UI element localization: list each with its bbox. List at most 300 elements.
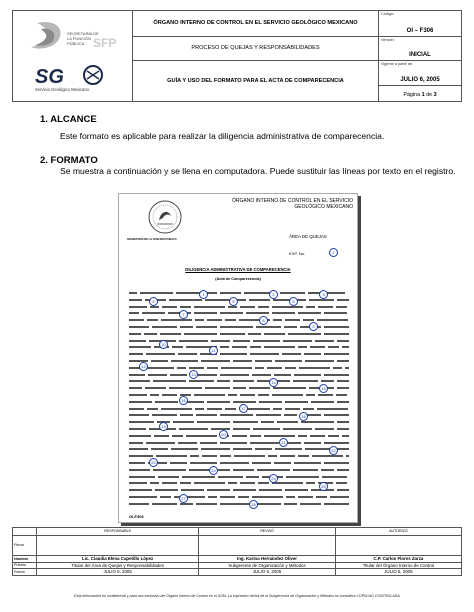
form-text-segment: [336, 482, 347, 484]
form-text-segment: [150, 482, 159, 484]
form-text-segment: [286, 476, 319, 478]
form-text-segment: [298, 455, 309, 457]
form-text-segment: [252, 462, 271, 464]
form-text-segment: [315, 428, 334, 430]
form-text-segment: [176, 292, 201, 294]
form-text-segment: [288, 333, 321, 335]
form-text-line: [129, 352, 351, 359]
form-text-segment: [129, 489, 152, 491]
form-text-segment: [153, 380, 186, 382]
form-text-segment: [317, 408, 348, 410]
form-text-segment: [160, 496, 171, 498]
form-text-segment: [152, 414, 177, 416]
form-text-segment: [161, 408, 192, 410]
form-text-segment: [232, 346, 247, 348]
form-text-segment: [258, 482, 269, 484]
field-marker: 17: [239, 404, 248, 413]
form-text-segment: [274, 462, 291, 464]
form-text-segment: [232, 435, 247, 437]
nombre-label: Nombre: [13, 556, 37, 563]
form-text-segment: [299, 367, 330, 369]
form-text-segment: [207, 401, 230, 403]
form-text-segment: [153, 469, 186, 471]
form-text-segment: [195, 408, 204, 410]
form-text-segment: [293, 469, 318, 471]
puesto-autorizo: Titular del Órgano Interno de Control: [335, 563, 461, 569]
form-text-segment: [298, 435, 307, 437]
form-text-segment: [337, 360, 349, 362]
form-text-segment: [180, 306, 191, 308]
form-text-segment: [178, 442, 197, 444]
firma-row: [13, 536, 462, 556]
form-text-segment: [324, 374, 349, 376]
form-text-segment: [253, 340, 280, 342]
form-text-segment: [129, 469, 150, 471]
form-text-segment: [177, 367, 186, 369]
form-text-segment: [301, 421, 334, 423]
form-text-segment: [264, 346, 295, 348]
form-text-segment: [255, 367, 264, 369]
form-text-line: [129, 291, 351, 298]
form-text-segment: [146, 442, 175, 444]
form-text-segment: [201, 448, 230, 450]
effective-date-label: Vigente a partir de:: [381, 62, 414, 66]
form-text-segment: [324, 333, 349, 335]
code-label: Código:: [381, 12, 395, 16]
form-text-segment: [220, 374, 249, 376]
form-text-segment: [346, 455, 349, 457]
form-text-segment: [252, 496, 283, 498]
form-text-segment: [310, 435, 325, 437]
form-text-segment: [207, 408, 222, 410]
form-text-segment: [220, 462, 249, 464]
header-middle: [133, 11, 379, 101]
field-marker: 18: [299, 412, 308, 421]
form-text-segment: [275, 360, 302, 362]
signature-table: [12, 527, 462, 576]
code-cell: [379, 11, 461, 37]
puesto-label: Puesto: [13, 563, 37, 569]
form-text-segment: [275, 448, 302, 450]
form-text-segment: [207, 489, 230, 491]
form-text-segment: [129, 476, 155, 478]
form-text-segment: [180, 482, 191, 484]
form-text-segment: [129, 333, 141, 335]
form-text-segment: [189, 380, 214, 382]
form-text-segment: [250, 346, 261, 348]
form-text-segment: [337, 299, 349, 301]
form-text-segment: [129, 292, 137, 294]
form-text-segment: [233, 387, 246, 389]
form-text-segment: [324, 312, 347, 314]
form-text-segment: [285, 367, 296, 369]
form-text-segment: [258, 394, 269, 396]
form-text-segment: [337, 340, 349, 342]
form-text-segment: [233, 340, 250, 342]
form-text-segment: [272, 306, 303, 308]
svg-text:Servicio Geológico Mexicano: Servicio Geológico Mexicano: [35, 87, 89, 92]
form-org: ÓRGANO INTERNO DE CONTROL EN EL SERVICIO GEOLÓGICO MEXICANO: [232, 198, 353, 210]
form-text-segment: [259, 401, 282, 403]
field-marker: 11: [209, 346, 218, 355]
form-text-segment: [196, 326, 217, 328]
form-text-segment: [293, 380, 318, 382]
svg-text:SECRETARÍA DE: SECRETARÍA DE: [67, 31, 99, 36]
form-text-segment: [140, 292, 173, 294]
form-text-line: [129, 413, 351, 420]
form-text-segment: [283, 428, 312, 430]
form-text-segment: [255, 448, 272, 450]
form-text-segment: [233, 428, 250, 430]
form-text-segment: [324, 442, 349, 444]
form-text-segment: [220, 353, 247, 355]
form-text-segment: [129, 496, 157, 498]
section-title-formato: 2. FORMATO: [40, 155, 98, 166]
form-text-segment: [310, 346, 325, 348]
form-text-segment: [208, 496, 217, 498]
form-text-segment: [144, 333, 157, 335]
form-text-line: [129, 311, 351, 318]
form-text-segment: [233, 401, 256, 403]
page-number: [379, 92, 461, 98]
form-text-segment: [220, 346, 229, 348]
form-text-segment: [180, 414, 193, 416]
form-text-segment: [145, 387, 166, 389]
form-text-segment: [194, 482, 225, 484]
field-marker: 9: [309, 322, 318, 331]
field-marker: 15: [319, 384, 328, 393]
form-text-segment: [148, 374, 167, 376]
form-text-segment: [298, 496, 313, 498]
logo-cell: [13, 11, 133, 101]
form-text-segment: [298, 312, 321, 314]
puesto-reviso: Subgerente de Organización y Métodos: [199, 563, 335, 569]
form-text-segment: [129, 448, 148, 450]
sgm-logo: [35, 63, 125, 93]
form-text-segment: [284, 326, 297, 328]
form-text-segment: [250, 435, 261, 437]
form-text-segment: [170, 462, 187, 464]
sfp-logo: [23, 17, 123, 57]
form-text-segment: [246, 476, 259, 478]
form-text-line: [129, 305, 351, 312]
form-text-segment: [272, 394, 303, 396]
form-text-segment: [151, 360, 168, 362]
document-title: GUÍA Y USO DEL FORMATO PARA EL ACTA DE COMPARECENCIA: [167, 77, 344, 84]
form-text-segment: [272, 482, 303, 484]
national-seal-icon: [143, 198, 187, 238]
form-text-segment: [220, 333, 245, 335]
field-marker: 10: [159, 340, 168, 349]
form-text-segment: [200, 442, 217, 444]
form-text-line: [129, 495, 351, 502]
form-text-segment: [233, 448, 252, 450]
form-text-segment: [217, 469, 230, 471]
org-name: ÓRGANO INTERNO DE CONTROL EN EL SERVICIO GEOLÓGICO MEXICANO: [133, 11, 378, 37]
form-text-segment: [211, 340, 230, 342]
form-text-segment: [268, 455, 277, 457]
form-text-segment: [280, 455, 295, 457]
form-text-segment: [129, 387, 142, 389]
form-text-segment: [129, 312, 139, 314]
form-text-segment: [225, 408, 236, 410]
form-text-segment: [264, 333, 285, 335]
section-text-formato: Se muestra a continuación y se llena en computadora. Puede sustituir las líneas por texto en el registro.: [60, 166, 456, 176]
form-text-segment: [186, 435, 217, 437]
form-text-segment: [220, 442, 247, 444]
form-text-segment: [286, 496, 295, 498]
fecha-autorizo: JULIO 5, 2005: [335, 569, 461, 575]
firma-responsable: [37, 536, 199, 556]
form-text-segment: [180, 326, 193, 328]
effective-date-value: JULIO 6, 2005: [400, 77, 440, 83]
form-text-segment: [195, 319, 204, 321]
form-text-segment: [196, 503, 217, 505]
field-marker: 14: [269, 378, 278, 387]
form-text-segment: [258, 306, 269, 308]
form-text-segment: [280, 292, 305, 294]
form-text-segment: [129, 353, 143, 355]
field-marker: 5: [229, 297, 238, 306]
reviso-header: REVISÓ: [199, 528, 335, 536]
form-text-line: [129, 468, 351, 475]
form-text-segment: [217, 380, 230, 382]
puesto-responsable: Titular del Área de Quejas y Responsabilidades: [37, 563, 199, 569]
form-text-segment: [337, 489, 349, 491]
form-text-segment: [150, 306, 159, 308]
form-text-segment: [129, 408, 144, 410]
form-text-segment: [129, 326, 149, 328]
form-text-segment: [316, 496, 327, 498]
page-current: 1: [421, 92, 425, 98]
section-title-alcance: 1. ALCANCE: [40, 114, 97, 125]
form-text-segment: [129, 462, 145, 464]
form-text-segment: [256, 414, 281, 416]
autorizo-header: AUTORIZÓ: [335, 528, 461, 536]
field-marker: 16: [179, 396, 188, 405]
field-marker: 12: [139, 362, 148, 371]
exp-number-marker: 2: [329, 248, 338, 257]
form-text-segment: [154, 435, 169, 437]
document-header: [12, 10, 462, 102]
form-text-segment: [273, 387, 306, 389]
form-text-segment: [284, 414, 297, 416]
form-text-segment: [312, 455, 343, 457]
form-text-line: [129, 359, 351, 366]
form-text-segment: [129, 455, 153, 457]
form-text-segment: [303, 408, 314, 410]
form-text-segment: [220, 496, 235, 498]
form-text-segment: [151, 448, 168, 450]
form-text-segment: [322, 476, 347, 478]
form-text-segment: [221, 367, 252, 369]
form-text-segment: [205, 387, 230, 389]
form-text-segment: [303, 319, 314, 321]
firma-reviso: [199, 536, 335, 556]
version-cell: [379, 37, 461, 61]
form-text-segment: [201, 360, 230, 362]
process-name: PROCESO DE QUEJAS Y RESPONSABILIDADES: [133, 37, 378, 61]
form-text-segment: [129, 414, 149, 416]
form-text-segment: [190, 462, 217, 464]
form-text-segment: [129, 380, 150, 382]
form-text-segment: [233, 360, 252, 362]
form-text-segment: [284, 503, 297, 505]
form-text-segment: [250, 442, 279, 444]
field-marker: 19: [159, 422, 168, 431]
nombre-row: [13, 556, 462, 563]
form-text-segment: [233, 489, 256, 491]
form-text-segment: [277, 421, 298, 423]
form-text-segment: [324, 414, 349, 416]
form-text-segment: [147, 319, 158, 321]
fecha-reviso: JULIO 5, 2005: [199, 569, 335, 575]
fecha-row: [13, 569, 462, 575]
form-text-segment: [257, 469, 290, 471]
form-text-segment: [155, 489, 178, 491]
form-preview: [118, 193, 358, 523]
form-text-line: [129, 441, 351, 448]
form-text-segment: [249, 299, 270, 301]
form-text-segment: [317, 319, 348, 321]
form-text-segment: [194, 394, 225, 396]
form-text-segment: [202, 455, 217, 457]
form-text-segment: [220, 326, 253, 328]
form-text-segment: [152, 326, 177, 328]
form-text-segment: [253, 428, 280, 430]
section-text-alcance: Este formato es aplicable para realizar la diligencia administrativa de comparecencia.: [60, 131, 385, 141]
field-marker: 20: [219, 430, 228, 439]
code-value: OI – F306: [406, 28, 434, 34]
form-text-segment: [207, 367, 218, 369]
form-text-segment: [240, 482, 255, 484]
form-text-segment: [273, 319, 282, 321]
form-text-segment: [337, 448, 349, 450]
svg-text:PÚBLICA: PÚBLICA: [67, 41, 85, 46]
form-text-segment: [273, 408, 282, 410]
form-text-segment: [171, 448, 198, 450]
form-text-segment: [197, 421, 230, 423]
field-marker: 6: [289, 297, 298, 306]
form-text-segment: [129, 421, 154, 423]
form-text-segment: [181, 489, 204, 491]
form-text-segment: [324, 326, 349, 328]
form-text-segment: [337, 380, 349, 382]
form-text-segment: [162, 394, 177, 396]
form-text-segment: [318, 394, 333, 396]
firma-autorizo: [335, 536, 461, 556]
form-text-line: [129, 379, 351, 386]
form-text-line: [129, 434, 351, 441]
form-text-segment: [220, 312, 243, 314]
page-prefix: Página: [403, 92, 422, 98]
form-text-segment: [173, 421, 194, 423]
form-text-segment: [129, 319, 144, 321]
form-text-segment: [156, 455, 187, 457]
form-text-segment: [264, 435, 295, 437]
form-text-segment: [233, 380, 254, 382]
field-marker: 28: [249, 500, 258, 509]
form-text-segment: [129, 482, 147, 484]
form-text-segment: [306, 482, 315, 484]
form-text-line: [129, 447, 351, 454]
form-text-segment: [220, 414, 253, 416]
form-text-segment: [250, 353, 279, 355]
form-text-segment: [240, 306, 255, 308]
form-text-segment: [220, 455, 231, 457]
form-text-segment: [150, 394, 159, 396]
form-text-segment: [233, 421, 258, 423]
svg-text:LA FUNCIÓN: LA FUNCIÓN: [67, 36, 92, 41]
puesto-row: [13, 563, 462, 569]
fecha-responsable: JULIO 5, 2005: [37, 569, 199, 575]
form-text-segment: [318, 306, 333, 308]
form-text-segment: [321, 469, 334, 471]
form-text-segment: [218, 476, 243, 478]
form-text-segment: [267, 367, 282, 369]
form-text-segment: [304, 442, 321, 444]
field-marker: 25: [269, 474, 278, 483]
form-text-segment: [172, 435, 183, 437]
form-text-segment: [146, 353, 175, 355]
form-text-segment: [321, 380, 334, 382]
version-value: INICIAL: [409, 52, 431, 58]
svg-text:SFP: SFP: [93, 36, 117, 50]
page-number-cell: [379, 86, 461, 101]
form-text-segment: [324, 503, 349, 505]
form-text-segment: [190, 455, 199, 457]
form-text-segment: [259, 489, 282, 491]
form-text-segment: [129, 442, 143, 444]
form-text-segment: [337, 469, 349, 471]
form-text-segment: [194, 306, 225, 308]
form-text-segment: [194, 312, 217, 314]
form-text-segment: [180, 503, 193, 505]
form-text-segment: [336, 306, 347, 308]
form-text-segment: [328, 346, 339, 348]
form-text-line: [129, 298, 351, 305]
form-text-segment: [285, 319, 300, 321]
form-text-segment: [324, 462, 349, 464]
form-text-segment: [309, 299, 334, 301]
form-text-segment: [129, 340, 146, 342]
form-text-segment: [196, 414, 217, 416]
form-text-line: [129, 373, 351, 380]
header-meta: [379, 11, 461, 101]
form-text-segment: [158, 476, 179, 478]
signature-corner: [13, 528, 37, 536]
responsable-header: RESPONSABLE: [37, 528, 199, 536]
form-text-segment: [162, 482, 177, 484]
form-text-segment: [261, 421, 274, 423]
form-text-segment: [207, 319, 222, 321]
effective-date-cell: [379, 61, 461, 86]
form-text-segment: [184, 333, 217, 335]
field-marker: 21: [279, 438, 288, 447]
signature-header-row: [13, 528, 462, 536]
form-text-segment: [169, 299, 202, 301]
field-marker: 13: [189, 370, 198, 379]
field-marker: 3: [319, 290, 328, 299]
form-text-line: [129, 366, 351, 373]
form-text-segment: [179, 428, 208, 430]
field-marker: 2: [269, 290, 278, 299]
form-text-segment: [162, 306, 177, 308]
form-text-segment: [228, 394, 237, 396]
form-text-segment: [249, 387, 270, 389]
form-text-segment: [129, 503, 149, 505]
form-text-segment: [171, 360, 198, 362]
